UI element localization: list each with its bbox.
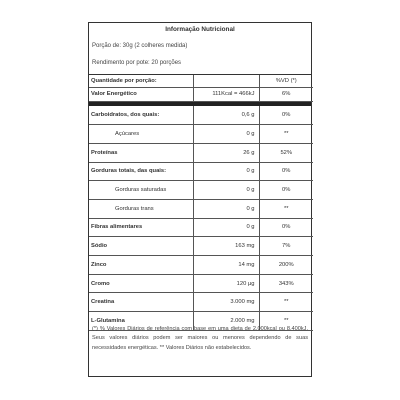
nutrient-qty: 0 g bbox=[193, 162, 259, 181]
nutrients-table bbox=[89, 106, 313, 331]
nutrient-qty: 0 g bbox=[193, 125, 259, 144]
nutrient-name: Sódio bbox=[89, 237, 193, 256]
nutrient-vd: 0% bbox=[259, 106, 313, 125]
nutrient-row bbox=[89, 218, 313, 237]
nutrient-qty: 0,6 g bbox=[193, 106, 259, 125]
nutrient-name: L-Glutamina bbox=[89, 312, 193, 331]
nutrient-name: Gorduras totais, das quais: bbox=[89, 162, 193, 181]
nutrient-row bbox=[89, 256, 313, 275]
footnote: (*) % Valores Diários de referência com base em uma dieta de 2.000kcal ou 8.400kJ. Seus valores diários podem ser maiores ou menores dependendo de suas necessidades energéticas. ** Valores Diários não estabelecidos. bbox=[92, 326, 308, 351]
nutrient-name: Creatina bbox=[89, 293, 193, 312]
nutrient-qty: 3.000 mg bbox=[193, 293, 259, 312]
nutrient-vd: 343% bbox=[259, 274, 313, 293]
nutrient-vd: ** bbox=[259, 199, 313, 218]
header-vd: %VD (*) bbox=[259, 75, 313, 87]
portion-text: Porção de: 30g (2 colheres medida) bbox=[92, 43, 188, 49]
nutrient-vd: 200% bbox=[259, 256, 313, 275]
yield-text: Rendimento por pote: 20 porções bbox=[92, 60, 182, 66]
nutrient-vd: ** bbox=[259, 293, 313, 312]
nutrient-name: Carboidratos, dos quais: bbox=[89, 106, 193, 125]
nutrient-row bbox=[89, 181, 313, 200]
nutrient-row bbox=[89, 199, 313, 218]
nutrient-name: Zinco bbox=[89, 256, 193, 275]
nutrient-name: Açúcares bbox=[89, 125, 193, 144]
nutrient-name: Gorduras trans bbox=[89, 199, 193, 218]
nutrient-name: Fibras alimentares bbox=[89, 218, 193, 237]
nutrient-vd: 0% bbox=[259, 218, 313, 237]
nutrition-label bbox=[88, 22, 312, 377]
nutrient-row bbox=[89, 237, 313, 256]
nutrient-qty: 26 g bbox=[193, 143, 259, 162]
nutrient-vd: ** bbox=[259, 312, 313, 331]
nutrient-row bbox=[89, 162, 313, 181]
nutrient-name: Cromo bbox=[89, 274, 193, 293]
nutrient-qty: 2.000 mg bbox=[193, 312, 259, 331]
nutrient-vd: ** bbox=[259, 125, 313, 144]
nutrient-name: Gorduras saturadas bbox=[89, 181, 193, 200]
nutrient-row bbox=[89, 274, 313, 293]
nutrient-row bbox=[89, 293, 313, 312]
energy-name: Valor Energético bbox=[89, 87, 193, 101]
nutrient-vd: 0% bbox=[259, 181, 313, 200]
energy-qty: 111Kcal = 466kJ bbox=[193, 87, 259, 101]
nutrient-qty: 0 g bbox=[193, 199, 259, 218]
nutrient-qty: 163 mg bbox=[193, 237, 259, 256]
nutrient-qty: 0 g bbox=[193, 181, 259, 200]
label-title: Informação Nutricional bbox=[165, 26, 235, 33]
nutrient-row bbox=[89, 143, 313, 162]
nutrient-row bbox=[89, 106, 313, 125]
nutrient-vd: 0% bbox=[259, 162, 313, 181]
nutrient-name: Proteínas bbox=[89, 143, 193, 162]
nutrient-vd: 7% bbox=[259, 237, 313, 256]
energy-vd: 6% bbox=[259, 87, 313, 101]
nutrient-vd: 52% bbox=[259, 143, 313, 162]
nutrient-row bbox=[89, 125, 313, 144]
header-table bbox=[89, 75, 313, 102]
nutrient-qty: 14 mg bbox=[193, 256, 259, 275]
nutrient-qty: 120 µg bbox=[193, 274, 259, 293]
header-quantity: Quantidade por porção: bbox=[89, 75, 193, 87]
nutrient-qty: 0 g bbox=[193, 218, 259, 237]
